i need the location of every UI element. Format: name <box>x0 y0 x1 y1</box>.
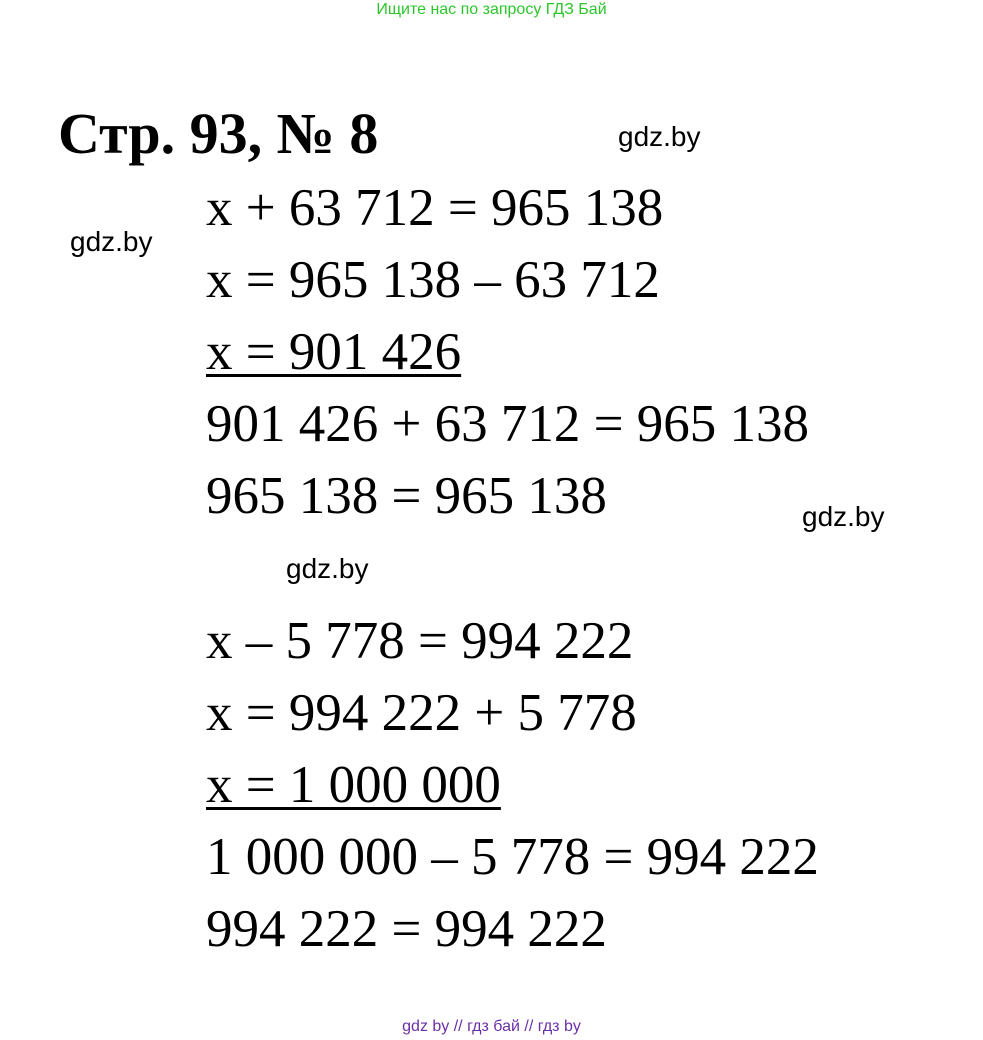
search-hint-banner: Ищите нас по запросу ГДЗ Бай <box>376 1 607 18</box>
watermark: gdz.by <box>802 501 885 532</box>
equation-line: x – 5 778 = 994 222 <box>206 612 634 670</box>
equation-answer: x = 901 426 <box>206 323 462 381</box>
watermark: gdz.by <box>70 226 153 257</box>
page-title: Стр. 93, № 8 <box>58 101 379 166</box>
equation-line: x + 63 712 = 965 138 <box>206 179 664 237</box>
watermark: gdz.by <box>286 553 369 584</box>
equation-line: x = 994 222 + 5 778 <box>206 684 637 742</box>
equation-check-result: 965 138 = 965 138 <box>206 467 607 525</box>
equation-check-result: 994 222 = 994 222 <box>206 900 607 958</box>
equation-check: 901 426 + 63 712 = 965 138 <box>206 395 810 453</box>
equation-line: x = 965 138 – 63 712 <box>206 251 660 309</box>
watermark: gdz.by <box>618 121 701 152</box>
equation-answer: x = 1 000 000 <box>206 756 501 814</box>
equation-check: 1 000 000 – 5 778 = 994 222 <box>206 828 819 886</box>
footer-links: gdz by // гдз бай // гдз by <box>402 1018 581 1035</box>
